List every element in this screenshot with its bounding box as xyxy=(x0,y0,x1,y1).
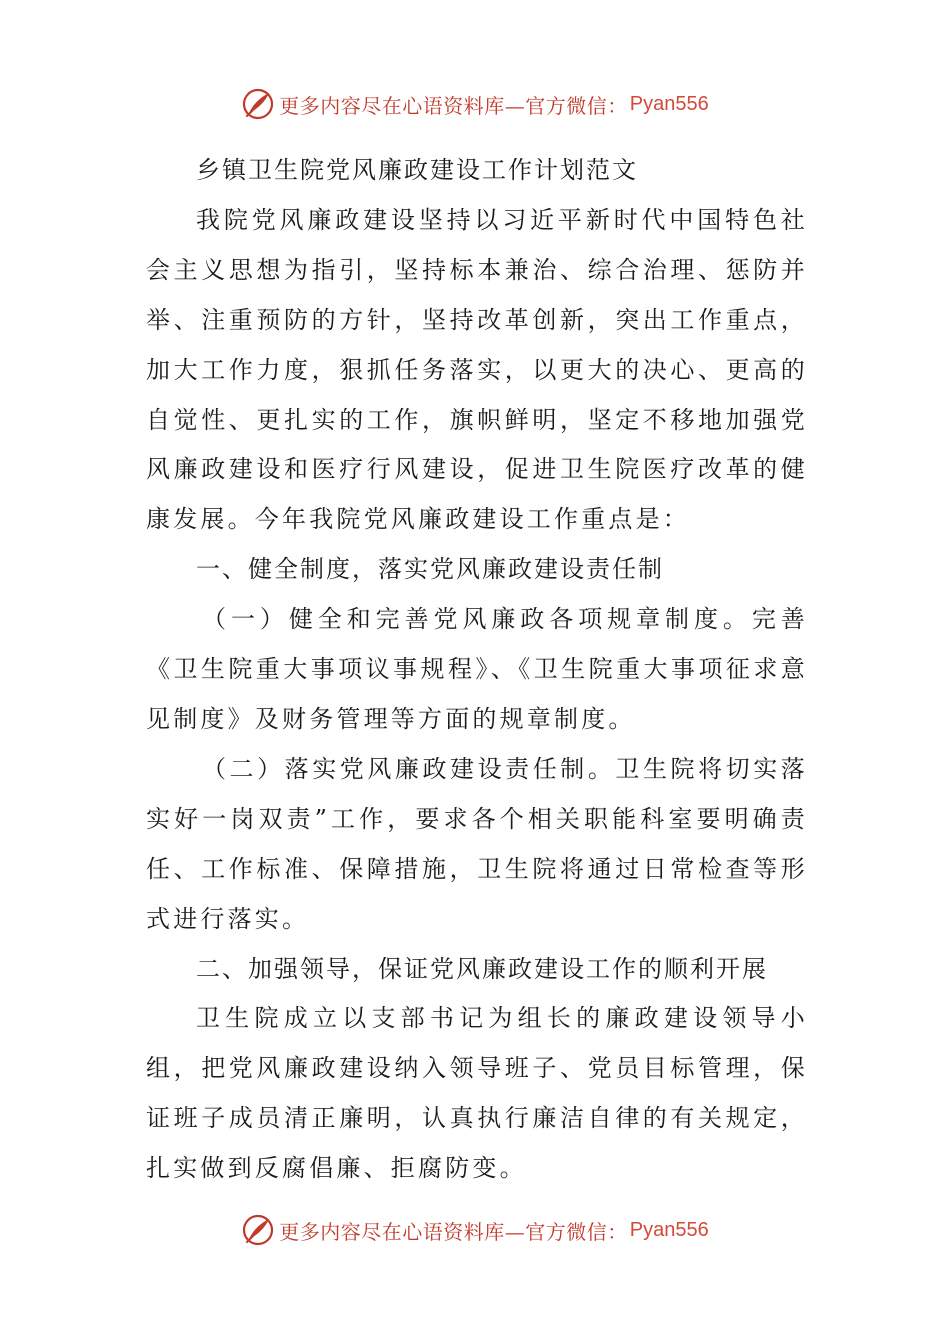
banner-text: 更多内容尽在心语资料库—官方微信： xyxy=(279,1219,628,1244)
document-body xyxy=(146,146,808,1194)
subsection-1-2: （二）落实党风廉政建设责任制。卫生院将切实落实好一岗双责”工作，要求各个相关职能科室要明确责任、工作标准、保障措施，卫生院将通过日常检查等形式进行落实。 xyxy=(146,754,808,933)
banner-wechat-id: Pyan556 xyxy=(629,1218,709,1241)
quill-logo-icon xyxy=(241,1213,275,1247)
paragraph-intro: 我院党风廉政建设坚持以习近平新时代中国特色社会主义思想为指引，坚持标本兼治、综合治理、惩防并举、注重预防的方针，坚持改革创新，突出工作重点，加大工作力度，狠抓任务落实，以更大的决心、更高的自觉性、更扎实的工作，旗帜鲜明，坚定不移地加强党风廉政建设和医疗行风建设，促进卫生院医疗改革的健康发展。今年我院党风廉政建设工作重点是： xyxy=(146,205,808,534)
subsection-1-1: （一）健全和完善党风廉政各项规章制度。完善《卫生院重大事项议事规程》、《卫生院重大事项征求意见制度》及财务管理等方面的规章制度。 xyxy=(146,605,808,733)
banner-text: 更多内容尽在心语资料库—官方微信： xyxy=(279,93,628,118)
quill-logo-icon xyxy=(241,87,275,121)
document-title: 乡镇卫生院党风廉政建设工作计划范文 xyxy=(196,156,638,184)
section-heading-1: 一、健全制度，落实党风廉政建设责任制 xyxy=(196,555,664,584)
banner-wechat-id: Pyan556 xyxy=(629,92,709,115)
section-heading-2: 二、加强领导，保证党风廉政建设工作的顺利开展 xyxy=(196,954,768,983)
footer-watermark-banner xyxy=(0,1210,950,1250)
header-watermark-banner xyxy=(0,84,950,124)
paragraph-section-2: 卫生院成立以支部书记为组长的廉政建设领导小组，把党风廉政建设纳入领导班子、党员目标管理，保证班子成员清正廉明，认真执行廉洁自律的有关规定，扎实做到反腐倡廉、拒腐防变。 xyxy=(146,1004,808,1183)
